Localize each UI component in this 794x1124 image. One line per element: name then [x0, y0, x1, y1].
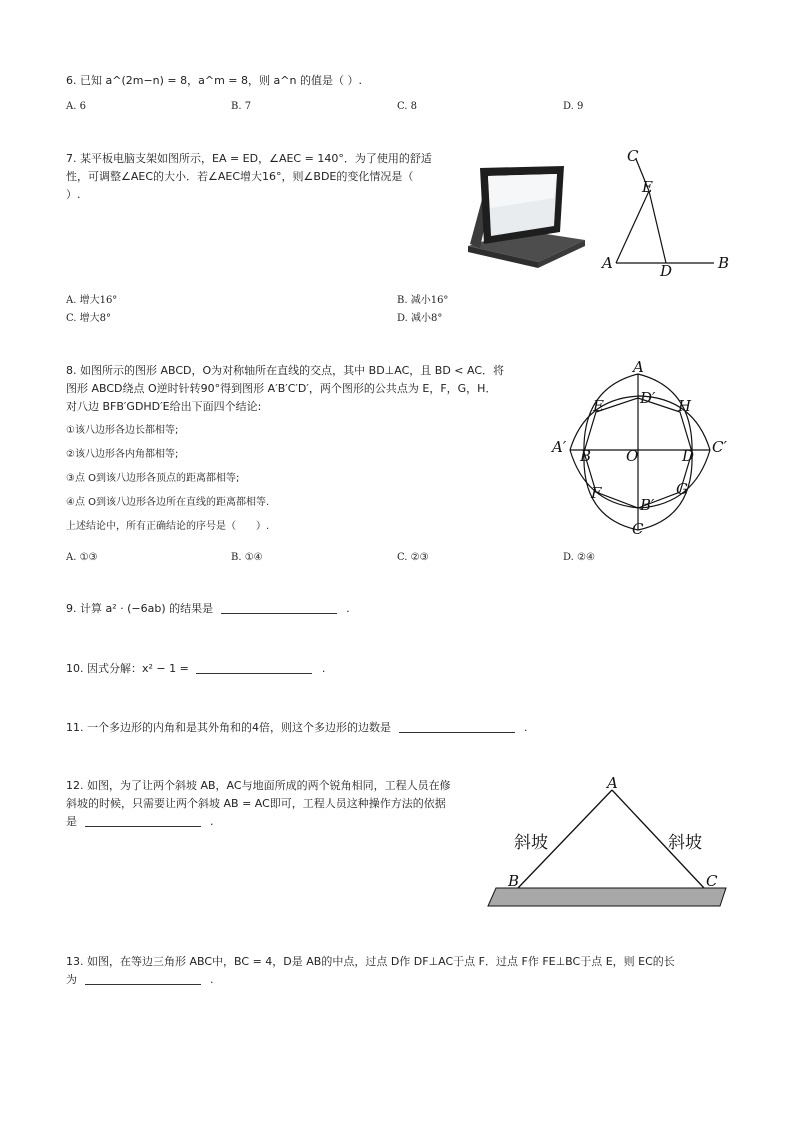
q8-label-c-prime: C′ [712, 438, 727, 456]
q8-label-a: A [633, 358, 644, 376]
q7-label-d: D [660, 262, 673, 280]
tablet-photo [460, 158, 590, 270]
q12-label-b: B [508, 872, 520, 890]
q8-label-f: F [591, 484, 602, 502]
q10-end: . [321, 662, 326, 675]
q6-option-a: A. 6 [66, 101, 86, 112]
q8-option-c: C. ②③ [397, 552, 429, 563]
q9-end: . [346, 602, 350, 615]
q8-label-a-prime: A′ [552, 438, 567, 456]
q6-option-c: C. 8 [397, 101, 418, 112]
q8-label-e: E [593, 397, 604, 415]
q8-question: 上述结论中，所有正确结论的序号是（ ）. [66, 521, 270, 532]
q8-option-a: A. ①③ [66, 552, 98, 563]
q12-answer-blank[interactable] [85, 814, 201, 827]
q12-label-c: C [706, 872, 718, 890]
q7-option-b: B. 减小16° [397, 295, 449, 306]
q12-end: . [210, 815, 214, 828]
q7-label-a: A [602, 254, 613, 272]
q6-option-d: D. 9 [563, 101, 584, 112]
q7-label-c: C [627, 147, 639, 165]
q8-line3: 对八边 BFB′GDHD′E给出下面四个结论: [66, 400, 262, 413]
q11-text: 11. 一个多边形的内角和是其外角和的4倍，则这个多边形的边数是 [66, 721, 391, 734]
q8-label-d: D [682, 447, 695, 465]
q12-line3: 是 . [66, 815, 214, 828]
q8-label-h: H [678, 397, 692, 415]
q8-label-b-prime: B′ [640, 496, 655, 514]
q12-line1: 12. 如图，为了让两个斜坡 AB，AC与地面所成的两个锐角相同，工程人员在修 [66, 779, 451, 792]
q11-end: . [524, 721, 528, 734]
q13-end: . [210, 973, 214, 986]
q7-option-d: D. 减小8° [397, 313, 443, 324]
q11-answer-blank[interactable] [399, 720, 515, 733]
q12-slope-left: 斜坡 [514, 833, 548, 853]
q8-label-g: G [676, 480, 688, 498]
q12-label-a: A [607, 776, 618, 792]
q8-label-d-prime: D′ [640, 389, 656, 407]
q12-slope-right: 斜坡 [668, 833, 702, 853]
q6-option-b: B. 7 [231, 101, 252, 112]
q13-answer-blank[interactable] [85, 972, 201, 985]
q7-line3: ）. [66, 188, 81, 201]
q7-line1: 7. 某平板电脑支架如图所示，EA = ED，∠AEC = 140°．为了使用的舒适 [66, 152, 432, 165]
q13-line1: 13. 如图，在等边三角形 ABC中，BC = 4，D是 AB的中点，过点 D作 DF⊥AC于点 F．过点 F作 FE⊥BC于点 E，则 EC的长 [66, 955, 675, 968]
q8-statement-1: ①该八边形各边长都相等; [66, 425, 179, 436]
q8-statement-3: ③点 O到该八边形各顶点的距离都相等; [66, 473, 240, 484]
q8-line2: 图形 ABCD绕点 O逆时针转90°得到图形 A′B′C′D′，两个图形的公共点为 E，F，G，H． [66, 382, 497, 395]
q8-statement-4: ④点 O到该八边形各边所在直线的距离都相等. [66, 497, 270, 508]
q10-answer-blank[interactable] [196, 661, 312, 674]
q6-text: 6. 已知 a^(2m−n) = 8，a^m = 8，则 a^n 的值是（ ）. [66, 74, 362, 87]
q8-line1: 8. 如图所示的图形 ABCD，O为对称轴所在直线的交点，其中 BD⊥AC，且 BD < AC．将 [66, 364, 505, 377]
q8-figure [548, 358, 738, 540]
q7-label-e: E [642, 178, 653, 196]
q8-label-o: O [626, 447, 639, 465]
q11 [66, 719, 528, 737]
q7-option-c: C. 增大8° [66, 313, 112, 324]
q9-answer-blank[interactable] [221, 601, 337, 614]
q13-line2: 为 . [66, 973, 214, 986]
q10 [66, 660, 325, 678]
q8-label-b: B [580, 447, 592, 465]
q9-text: 9. 计算 a² · (−6ab) 的结果是 [66, 602, 214, 615]
q7-line2: 性，可调整∠AEC的大小．若∠AEC增大16°，则∠BDE的变化情况是（ [66, 170, 414, 183]
q8-label-c: C [632, 520, 644, 538]
q12-figure [484, 776, 732, 910]
q7-label-b: B [718, 254, 730, 272]
q12-line2: 斜坡的时候，只需要让两个斜坡 AB = AC即可，工程人员这种操作方法的依据 [66, 797, 446, 810]
q8-option-d: D. ②④ [563, 552, 595, 563]
q10-text: 10. 因式分解：x² − 1 = [66, 662, 189, 675]
q9 [66, 600, 350, 618]
q7-option-a: A. 增大16° [66, 295, 118, 306]
q7-figure [596, 145, 742, 280]
q8-statement-2: ②该八边形各内角都相等; [66, 449, 179, 460]
q8-option-b: B. ①④ [231, 552, 263, 563]
